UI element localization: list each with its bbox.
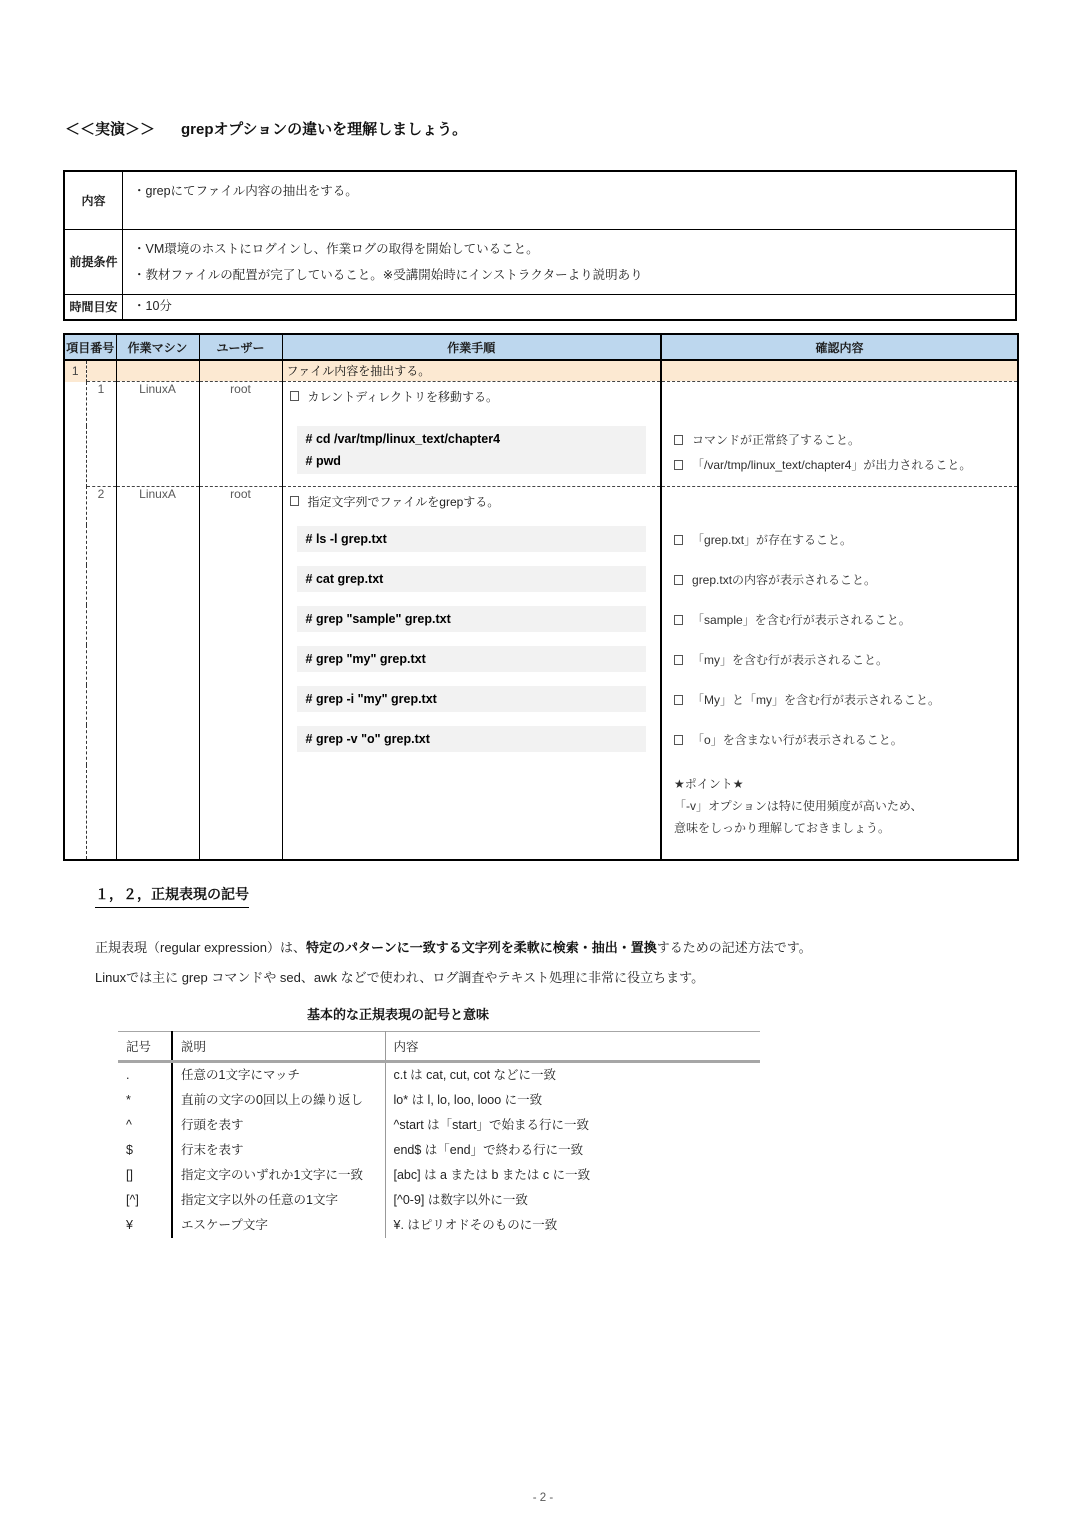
check-text: 「my」を含む行が表示されること。 — [692, 652, 889, 667]
header-row — [118, 1032, 760, 1062]
check-list — [662, 565, 1017, 591]
check-list — [662, 645, 1017, 671]
confirmation-cell — [661, 725, 1018, 765]
checkbox-icon — [674, 655, 683, 665]
point-line: 意味をしっかり理解しておきましょう。 — [674, 820, 891, 835]
point-line: 「-v」オプションは特に使用頻度が高いため、 — [674, 798, 923, 813]
text-line: ・grepにてファイル内容の抽出をする。 — [133, 184, 358, 198]
check-list — [662, 605, 1017, 631]
empty-cell — [661, 487, 1018, 525]
confirmation-cell — [661, 685, 1018, 725]
command-cell — [282, 725, 661, 765]
check-list — [662, 725, 1017, 751]
check-item — [674, 729, 1013, 751]
point-title: ★ポイント★ — [674, 776, 744, 791]
check-item — [674, 529, 1013, 551]
regex-symbol: . — [118, 1062, 172, 1089]
regex-meaning: ^start は「start」で始まる行に一致 — [393, 1118, 589, 1132]
col-header-symbol: 記号 — [118, 1032, 172, 1062]
regex-meaning: ¥. はピリオドそのものに一致 — [393, 1218, 558, 1232]
row-label-prerequisites: 前提条件 — [64, 229, 123, 294]
empty-cell — [661, 382, 1018, 426]
checkbox-icon — [674, 575, 683, 585]
page-title-main: grepオプションの違いを理解しましょう。 — [181, 121, 468, 138]
check-list — [662, 426, 1017, 476]
col-header-confirmation: 確認内容 — [661, 334, 1018, 360]
step-row — [64, 382, 1018, 426]
table-row — [118, 1213, 760, 1238]
point-block — [662, 765, 1017, 839]
regex-meaning: c.t は cat, cut, cot などに一致 — [393, 1068, 557, 1082]
regex-description: 任意の1文字にマッチ — [172, 1062, 385, 1089]
table-row — [118, 1088, 760, 1113]
group-number: 1 — [64, 360, 86, 382]
confirmation-cell — [661, 426, 1018, 487]
regex-meaning: lo* は l, lo, loo, looo に一致 — [393, 1093, 543, 1107]
confirmation-cell — [661, 605, 1018, 645]
command-block — [297, 726, 647, 752]
step-row — [64, 487, 1018, 525]
section-heading: １，２，正規表現の記号 — [95, 884, 249, 908]
step-instruction-cell — [282, 487, 661, 525]
step-machine: LinuxA — [116, 487, 199, 860]
command-line: # grep -i "my" grep.txt — [305, 691, 437, 706]
check-text: grep.txtの内容が表示されること。 — [692, 572, 877, 587]
regex-description: エスケープ文字 — [172, 1213, 385, 1238]
col-header-item-number: 項目番号 — [64, 334, 116, 360]
table-row — [64, 229, 1016, 294]
check-item — [674, 689, 1013, 711]
point-cell — [661, 765, 1018, 860]
step-instruction — [283, 382, 661, 405]
regex-symbol: ¥ — [118, 1213, 172, 1238]
check-text: 「o」を含まない行が表示されること。 — [692, 732, 903, 747]
checkbox-icon — [674, 460, 683, 470]
check-text: 「sample」を含む行が表示されること。 — [692, 612, 911, 627]
step-user: root — [199, 487, 282, 860]
regex-description: 行頭を表す — [172, 1113, 385, 1138]
table-row — [118, 1188, 760, 1213]
empty-cell — [282, 765, 661, 860]
command-cell — [282, 426, 661, 487]
check-text: 「grep.txt」が存在すること。 — [692, 532, 853, 547]
regex-symbol: [] — [118, 1163, 172, 1188]
regex-table — [118, 1031, 760, 1238]
page-title — [65, 118, 467, 139]
col-header-description: 説明 — [172, 1032, 385, 1062]
paragraph-bold-text: 特定のパターンに一致する文字列を柔軟に検索・抽出・置換 — [305, 940, 657, 955]
check-item — [674, 609, 1013, 631]
check-list — [662, 685, 1017, 711]
paragraph-text: 正規表現（regular expression）は、 — [95, 940, 306, 955]
checkbox-icon — [674, 435, 683, 445]
text-line: ・10分 — [133, 298, 172, 313]
col-header-meaning: 内容 — [385, 1032, 760, 1062]
step-instruction-text: カレントディレクトリを移動する。 — [307, 390, 499, 404]
step-instruction — [283, 487, 661, 510]
text-line: ・教材ファイルの配置が完了していること。※受講開始時にインストラクターより説明あり — [133, 267, 643, 282]
col-header-user: ユーザー — [199, 334, 282, 360]
command-cell — [282, 645, 661, 685]
regex-description: 指定文字以外の任意の1文字 — [172, 1188, 385, 1213]
regex-symbol: * — [118, 1088, 172, 1113]
command-block — [297, 566, 647, 592]
command-block — [297, 606, 647, 632]
command-block — [297, 686, 647, 712]
regex-description: 直前の文字の0回以上の繰り返し — [172, 1088, 385, 1113]
table-row — [64, 171, 1016, 229]
regex-description: 指定文字のいずれか1文字に一致 — [172, 1163, 385, 1188]
row-value-content — [123, 171, 1017, 229]
page-title-prefix: ＜＜実演＞＞ — [65, 121, 156, 138]
check-text: コマンドが正常終了すること。 — [692, 432, 861, 447]
row-value-time — [123, 294, 1017, 320]
row-value-prerequisites — [123, 229, 1017, 294]
empty-cell — [199, 360, 282, 382]
empty-cell — [116, 360, 199, 382]
col-header-machine: 作業マシン — [116, 334, 199, 360]
col-header-procedure: 作業手順 — [282, 334, 661, 360]
command-line: # grep -v "o" grep.txt — [305, 731, 430, 746]
empty-cell — [86, 360, 116, 382]
regex-symbol: ^ — [118, 1113, 172, 1138]
command-cell — [282, 565, 661, 605]
confirmation-cell — [661, 645, 1018, 685]
checkbox-icon — [674, 695, 683, 705]
row-label-content: 内容 — [64, 171, 123, 229]
check-item — [674, 429, 1013, 451]
step-user: root — [199, 382, 282, 487]
regex-symbol: [^] — [118, 1188, 172, 1213]
checkbox-icon — [674, 735, 683, 745]
regex-meaning: [abc] は a または b または c に一致 — [393, 1168, 591, 1182]
table-row — [118, 1113, 760, 1138]
row-label-time: 時間目安 — [64, 294, 123, 320]
command-line: # grep "my" grep.txt — [305, 651, 426, 666]
checkbox-icon — [674, 535, 683, 545]
step-number: 1 — [86, 382, 116, 487]
check-item — [674, 649, 1013, 671]
paragraph-text: するための記述方法です。 — [656, 940, 812, 955]
step-number: 2 — [86, 487, 116, 860]
regex-meaning: end$ は「end」で終わる行に一致 — [393, 1143, 584, 1157]
step-instruction-text: 指定文字列でファイルをgrepする。 — [307, 495, 500, 509]
table-row — [64, 294, 1016, 320]
table-row — [118, 1062, 760, 1089]
step-instruction-cell — [282, 382, 661, 426]
command-cell — [282, 685, 661, 725]
command-cell — [282, 525, 661, 565]
checkbox-icon — [674, 615, 683, 625]
section-paragraph — [95, 933, 812, 993]
check-item — [674, 454, 1013, 476]
command-line: # pwd — [305, 453, 341, 468]
command-line: # ls -l grep.txt — [305, 531, 387, 546]
regex-symbol: $ — [118, 1138, 172, 1163]
check-text: 「/var/tmp/linux_text/chapter4」が出力されること。 — [692, 457, 972, 472]
command-block — [297, 526, 647, 552]
table-row — [118, 1163, 760, 1188]
group-title: ファイル内容を抽出する。 — [282, 360, 661, 382]
regex-table-title: 基本的な正規表現の記号と意味 — [306, 1007, 489, 1022]
checkbox-icon — [290, 496, 299, 506]
check-list — [662, 525, 1017, 551]
checkbox-icon — [290, 391, 299, 401]
regex-meaning: [^0-9] は数字以外に一致 — [393, 1193, 528, 1207]
command-cell — [282, 605, 661, 645]
empty-cell — [661, 360, 1018, 382]
check-item — [674, 569, 1013, 591]
step-machine: LinuxA — [116, 382, 199, 487]
text-line: ・VM環境のホストにログインし、作業ログの取得を開始していること。 — [133, 241, 539, 256]
table-row — [118, 1138, 760, 1163]
header-row — [64, 334, 1018, 360]
page-number: - 2 - — [532, 1492, 554, 1504]
command-line: # cat grep.txt — [305, 571, 384, 586]
command-block — [297, 646, 647, 672]
confirmation-cell — [661, 565, 1018, 605]
confirmation-cell — [661, 525, 1018, 565]
check-text: 「My」と「my」を含む行が表示されること。 — [692, 692, 941, 707]
paragraph-line — [95, 933, 812, 963]
work-procedure-table — [63, 333, 1019, 861]
paragraph-line: Linuxでは主に grep コマンドや sed、awk などで使われ、ログ調査やテキスト処理に非常に役立ちます。 — [95, 970, 705, 985]
regex-description: 行末を表す — [172, 1138, 385, 1163]
command-block — [297, 426, 647, 474]
overview-table — [63, 170, 1017, 321]
empty-cell — [64, 382, 86, 860]
command-line: # cd /var/tmp/linux_text/chapter4 — [305, 431, 501, 446]
group-row — [64, 360, 1018, 382]
command-line: # grep "sample" grep.txt — [305, 611, 451, 626]
